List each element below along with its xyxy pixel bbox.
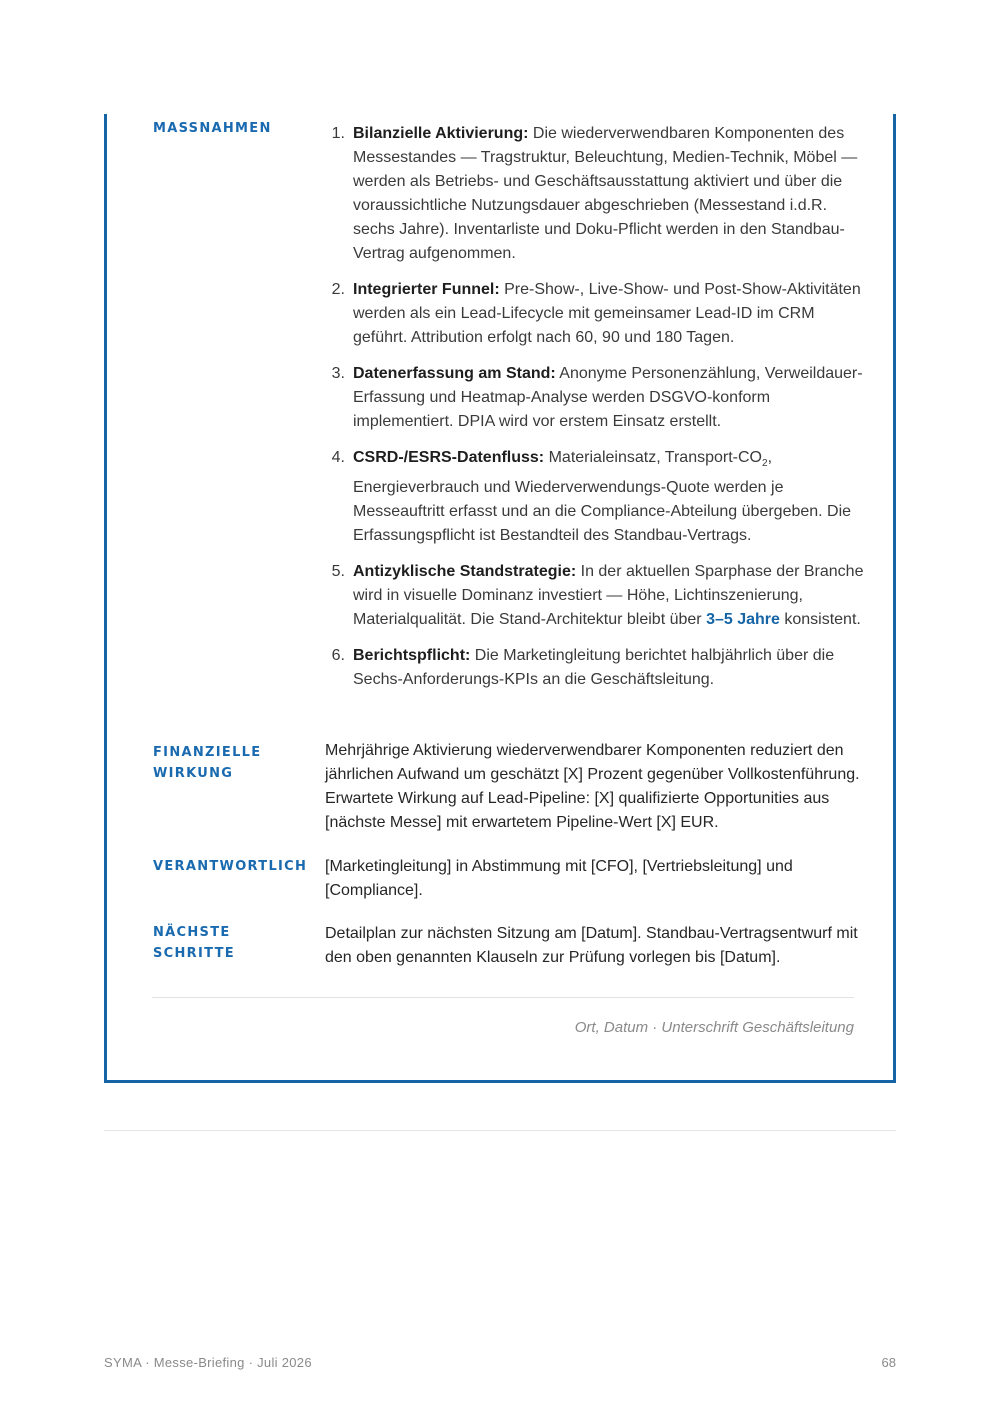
- page-number: 68: [881, 1355, 896, 1370]
- finanzielle-wirkung-label: [153, 743, 261, 784]
- list-item-text: In der aktuellen Sparphase der Branche wird in visuelle Dominanz investiert — Höhe, Lichtinszenierung, Materialqualität. Die Stand-Architektur bleibt über: [353, 563, 864, 629]
- list-item: [325, 560, 865, 632]
- verantwortlich-label: VERANTWORTLICH: [153, 859, 308, 874]
- label-line: FINANZIELLE: [153, 745, 262, 760]
- signature-divider: [152, 997, 854, 998]
- list-item-text-continued: konsistent.: [779, 611, 861, 629]
- list-item-number: 3.: [331, 365, 345, 382]
- footer-title: SYMA · Messe-Briefing · Juli 2026: [104, 1355, 312, 1370]
- verantwortlich-text: [Marketingleitung] in Abstimmung mit [CFO], [Vertriebsleitung] und [Compliance].: [325, 858, 793, 899]
- label-line: SCHRITTE: [153, 945, 235, 961]
- massnahmen-label: MASSNAHMEN: [153, 121, 272, 136]
- subscript-2: 2: [762, 458, 768, 470]
- list-item: [325, 122, 865, 266]
- list-item-text: Die Marketingleitung berichtet halbjährlich über die Sechs-Anforderungs-KPIs an die Geschäftsleitung.: [353, 647, 835, 689]
- list-item: [325, 278, 865, 350]
- list-item-text-continued: , Energieverbrauch und Wiederverwendungs-Quote werden je Messeauftritt erfasst und an die Compliance-Abteilung übergeben. Die Erfassungspflicht ist Bestandteil des Standbau-Vertrags.: [353, 449, 852, 545]
- list-item-text: Anonyme Personenzählung, Verweildauer-Erfassung und Heatmap-Analyse werden DSGVO-konform implementiert. DPIA wird vor erstem Einsatz erstellt.: [353, 365, 863, 430]
- list-item-title: Antizyklische Standstrategie:: [353, 563, 577, 581]
- signature-line: Ort, Datum · Unterschrift Geschäftsleitung: [574, 1019, 854, 1036]
- list-item-text: Die wiederverwendbaren Komponenten des Messestandes — Tragstruktur, Beleuchtung, Medien-Technik, Möbel — werden als Betriebs- und Geschäftsausstattung aktiviert und über die voraussichtliche Nutzungsdauer abgeschrieben (Messestand i.d.R. sechs Jahre). Inventarliste und Doku-Pflicht werden in den Standbau-Vertrag aufgenommen.: [353, 125, 858, 262]
- list-item-title: Berichtspflicht:: [353, 647, 471, 665]
- list-item-title: Datenerfassung am Stand:: [353, 365, 556, 382]
- list-item-text: Materialeinsatz, Transport-CO: [544, 449, 762, 466]
- list-item: [325, 362, 865, 434]
- decision-box: [104, 114, 896, 1083]
- finanzielle-wirkung-text: Mehrjährige Aktivierung wiederverwendbarer Komponenten reduziert den jährlichen Aufwand um geschätzt [X] Prozent gegenüber Vollkostenführung. Erwartete Wirkung auf Lead-Pipeline: [X] qualifizierte Opportunities aus [nächste Messe] mit erwartetem Pipeline-Wert [X] EUR.: [325, 742, 860, 831]
- list-item-number: 4.: [331, 449, 345, 466]
- highlight-duration: 3–5 Jahre: [706, 611, 780, 629]
- list-item-number: 6.: [331, 647, 345, 665]
- list-item-text: Pre-Show-, Live-Show- und Post-Show-Aktivitäten werden als ein Lead-Lifecycle mit gemeinsamer Lead-ID im CRM geführt. Attribution erfolgt nach 60, 90 und 180 Tagen.: [353, 281, 861, 346]
- list-item-title: Integrierter Funnel:: [353, 281, 500, 298]
- massnahmen-list: [325, 122, 865, 692]
- list-item: [325, 446, 865, 548]
- list-item-number: 1.: [331, 125, 345, 142]
- list-item-number: 5.: [331, 563, 345, 581]
- list-item-title: Bilanzielle Aktivierung:: [353, 125, 529, 142]
- list-item: [325, 644, 865, 692]
- list-item-title: CSRD-/ESRS-Datenfluss:: [353, 449, 545, 466]
- label-line: NÄCHSTE: [153, 925, 231, 940]
- label-line: WIRKUNG: [153, 765, 234, 781]
- list-item-number: 2.: [331, 281, 345, 298]
- naechste-schritte-text: Detailplan zur nächsten Sitzung am [Datum]. Standbau-Vertragsentwurf mit den oben genannten Klauseln zur Prüfung vorlegen bis [Datum].: [325, 925, 858, 966]
- naechste-schritte-label: [153, 923, 235, 964]
- page-divider: [104, 1130, 896, 1131]
